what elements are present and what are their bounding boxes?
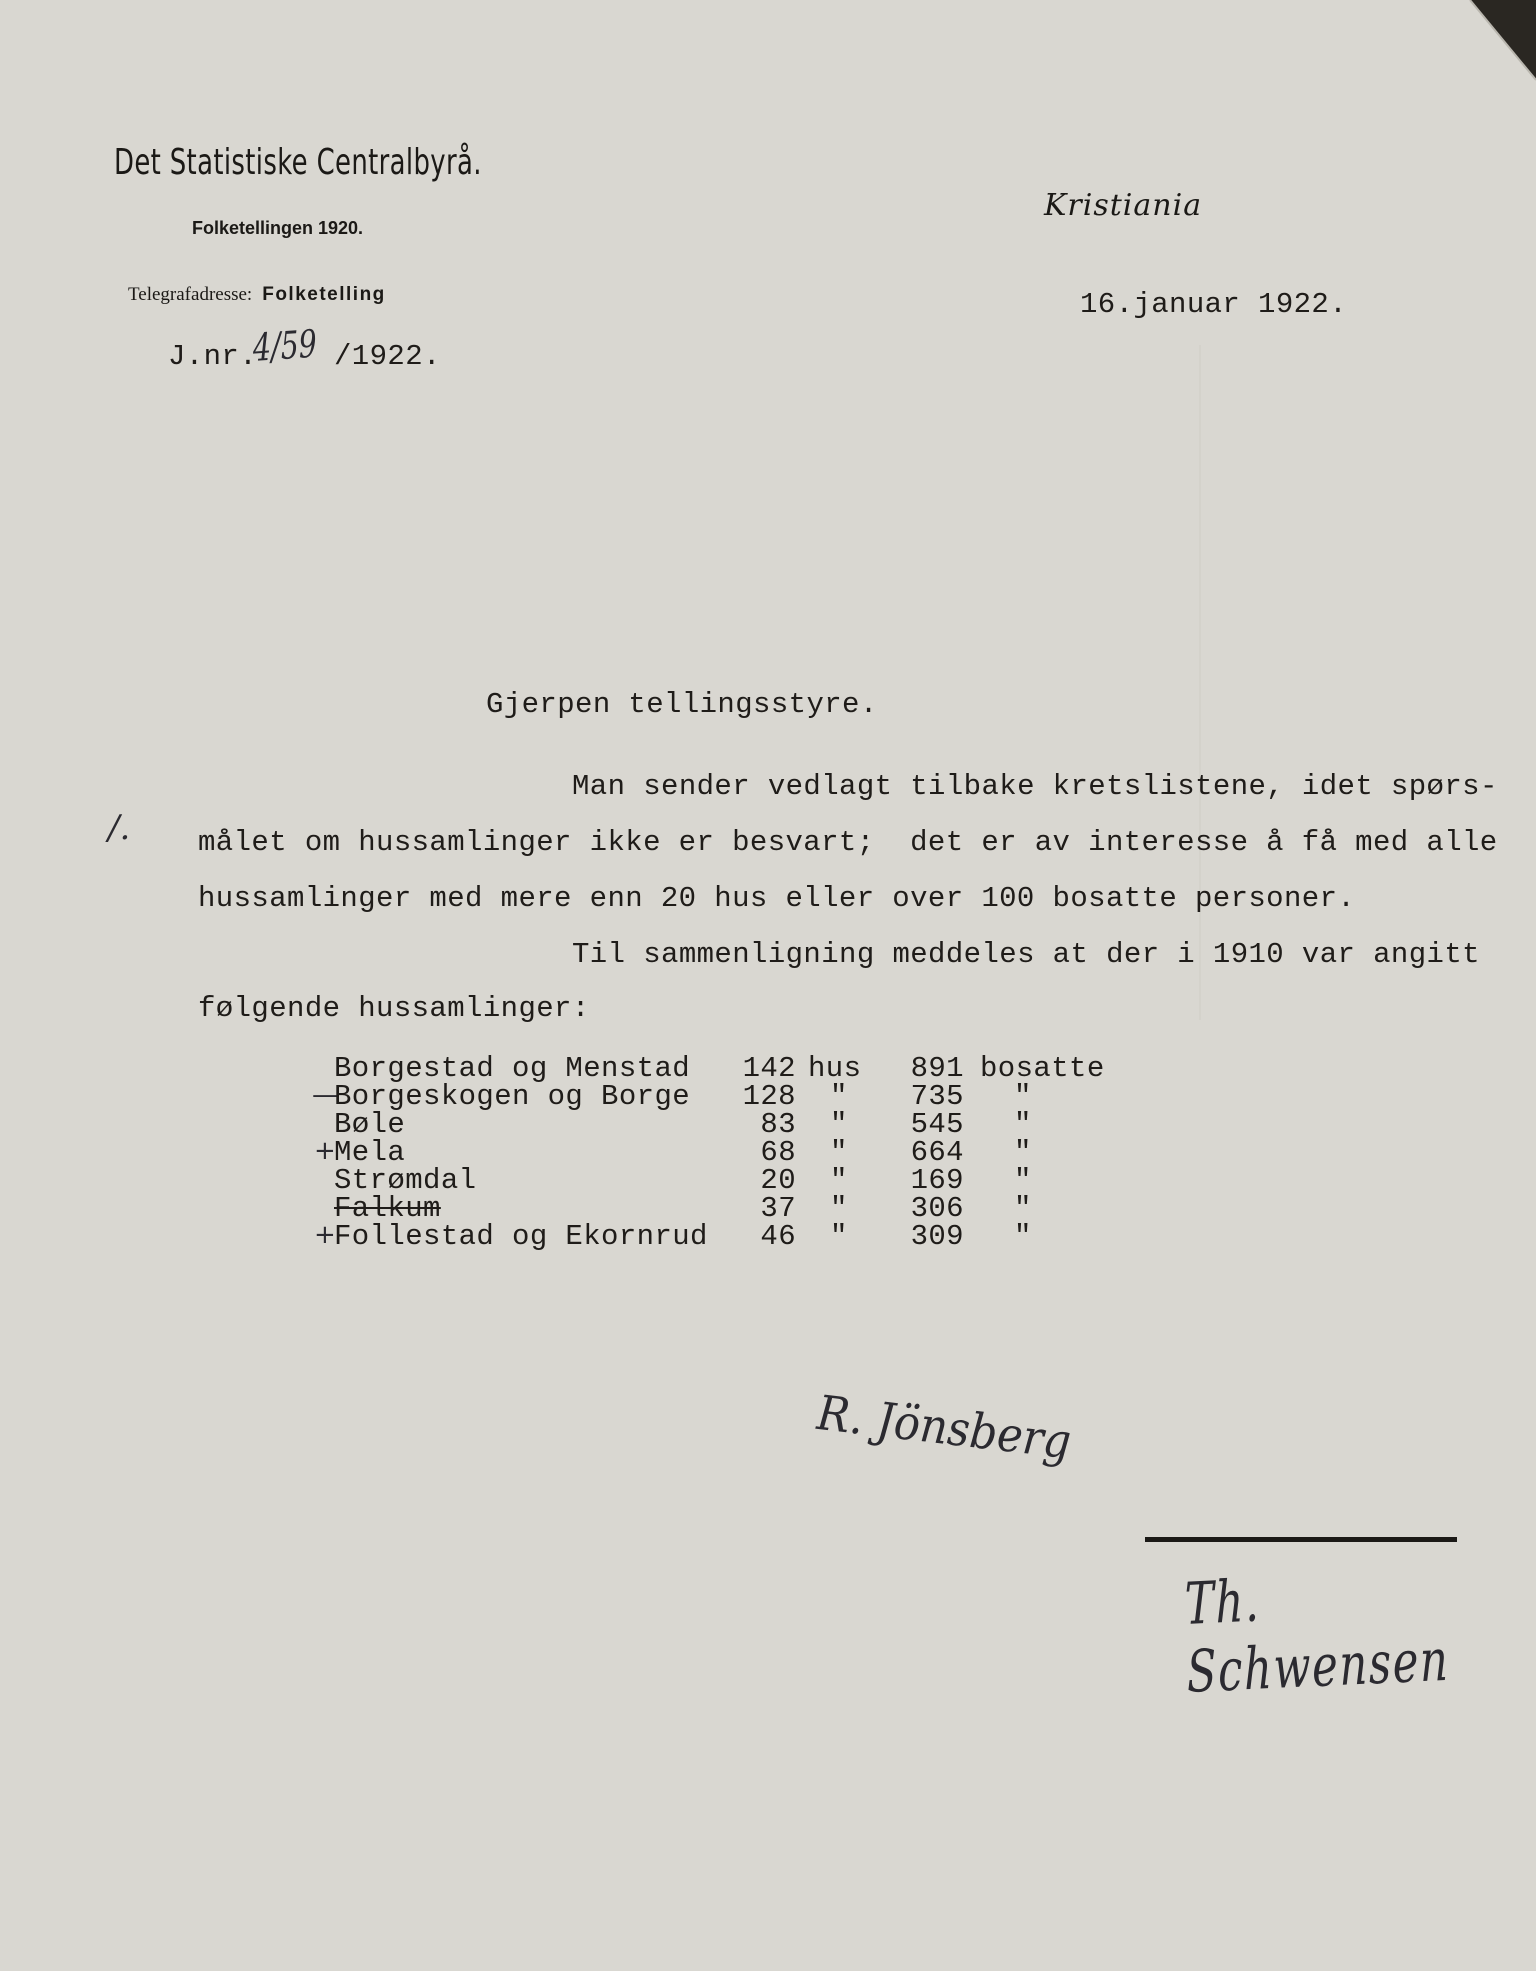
- telegraph-value: Folketelling: [262, 284, 386, 305]
- row-residents: 735: [910, 1080, 964, 1113]
- row-houses-unit: ": [830, 1136, 848, 1169]
- row-residents: 169: [910, 1164, 964, 1197]
- row-residents-unit: ": [1014, 1192, 1032, 1225]
- journal-number-handwritten: 4/59: [252, 321, 318, 370]
- row-houses-unit: ": [830, 1080, 848, 1113]
- row-residents: 306: [910, 1192, 964, 1225]
- journal-prefix: J.nr.: [168, 340, 258, 373]
- signature-first: R. Jönsberg: [814, 1385, 1074, 1471]
- row-name: Borgestad og Menstad: [334, 1052, 691, 1085]
- row-residents-unit: ": [1014, 1220, 1032, 1253]
- recipient: Gjerpen tellingsstyre.: [486, 688, 878, 721]
- row-mark: +: [314, 1136, 336, 1166]
- row-residents: 891: [910, 1052, 964, 1085]
- row-houses: 20: [760, 1164, 796, 1197]
- telegraph-label: Telegrafadresse:: [128, 284, 253, 305]
- row-houses: 37: [760, 1192, 796, 1225]
- row-name: Falkum: [334, 1192, 441, 1225]
- signature-second: Th. Schwensen: [1184, 1566, 1451, 1706]
- row-residents-unit: ": [1014, 1108, 1032, 1141]
- row-houses: 128: [742, 1080, 796, 1113]
- telegraph-address: [128, 284, 386, 306]
- row-residents: 664: [910, 1136, 964, 1169]
- row-houses: 142: [742, 1052, 796, 1085]
- organization-name: Det Statistiske Centralbyrå.: [114, 142, 482, 183]
- row-name: Follestad og Ekornrud: [334, 1220, 708, 1253]
- row-residents-unit: bosatte: [980, 1052, 1105, 1085]
- row-name: Bøle: [334, 1108, 406, 1141]
- signature-rule: [1145, 1537, 1457, 1542]
- row-residents-unit: ": [1014, 1136, 1032, 1169]
- body-line-4: Til sammenligning meddeles at der i 1910 var angitt: [572, 938, 1480, 971]
- body-line-5: følgende hussamlinger:: [198, 992, 590, 1025]
- row-houses: 46: [760, 1220, 796, 1253]
- row-houses-unit: ": [830, 1108, 848, 1141]
- body-line-1: Man sender vedlagt tilbake kretslistene, idet spørs-: [572, 770, 1498, 803]
- row-name: Mela: [334, 1136, 406, 1169]
- body-line-2: målet om hussamlinger ikke er besvart; det er av interesse å få med alle: [198, 826, 1498, 859]
- census-title: Folketellingen 1920.: [192, 218, 364, 238]
- place-name: Kristiania: [1044, 188, 1203, 223]
- row-mark: —: [312, 1080, 338, 1110]
- row-residents-unit: ": [1014, 1080, 1032, 1113]
- row-mark: +: [314, 1220, 336, 1250]
- row-residents-unit: ": [1014, 1164, 1032, 1197]
- row-houses-unit: hus: [808, 1052, 862, 1085]
- row-houses-unit: ": [830, 1220, 848, 1253]
- journal-year: /1922.: [334, 340, 441, 373]
- row-name: Borgeskogen og Borge: [334, 1080, 691, 1113]
- row-residents: 309: [910, 1220, 964, 1253]
- row-houses: 68: [760, 1136, 796, 1169]
- margin-mark-handwritten: /.: [108, 808, 131, 848]
- row-houses-unit: ": [830, 1192, 848, 1225]
- row-houses: 83: [760, 1108, 796, 1141]
- body-line-3: hussamlinger med mere enn 20 hus eller over 100 bosatte personer.: [198, 882, 1356, 915]
- row-houses-unit: ": [830, 1164, 848, 1197]
- row-name: Strømdal: [334, 1164, 477, 1197]
- row-residents: 545: [910, 1108, 964, 1141]
- letter-date: 16.januar 1922.: [1080, 288, 1348, 321]
